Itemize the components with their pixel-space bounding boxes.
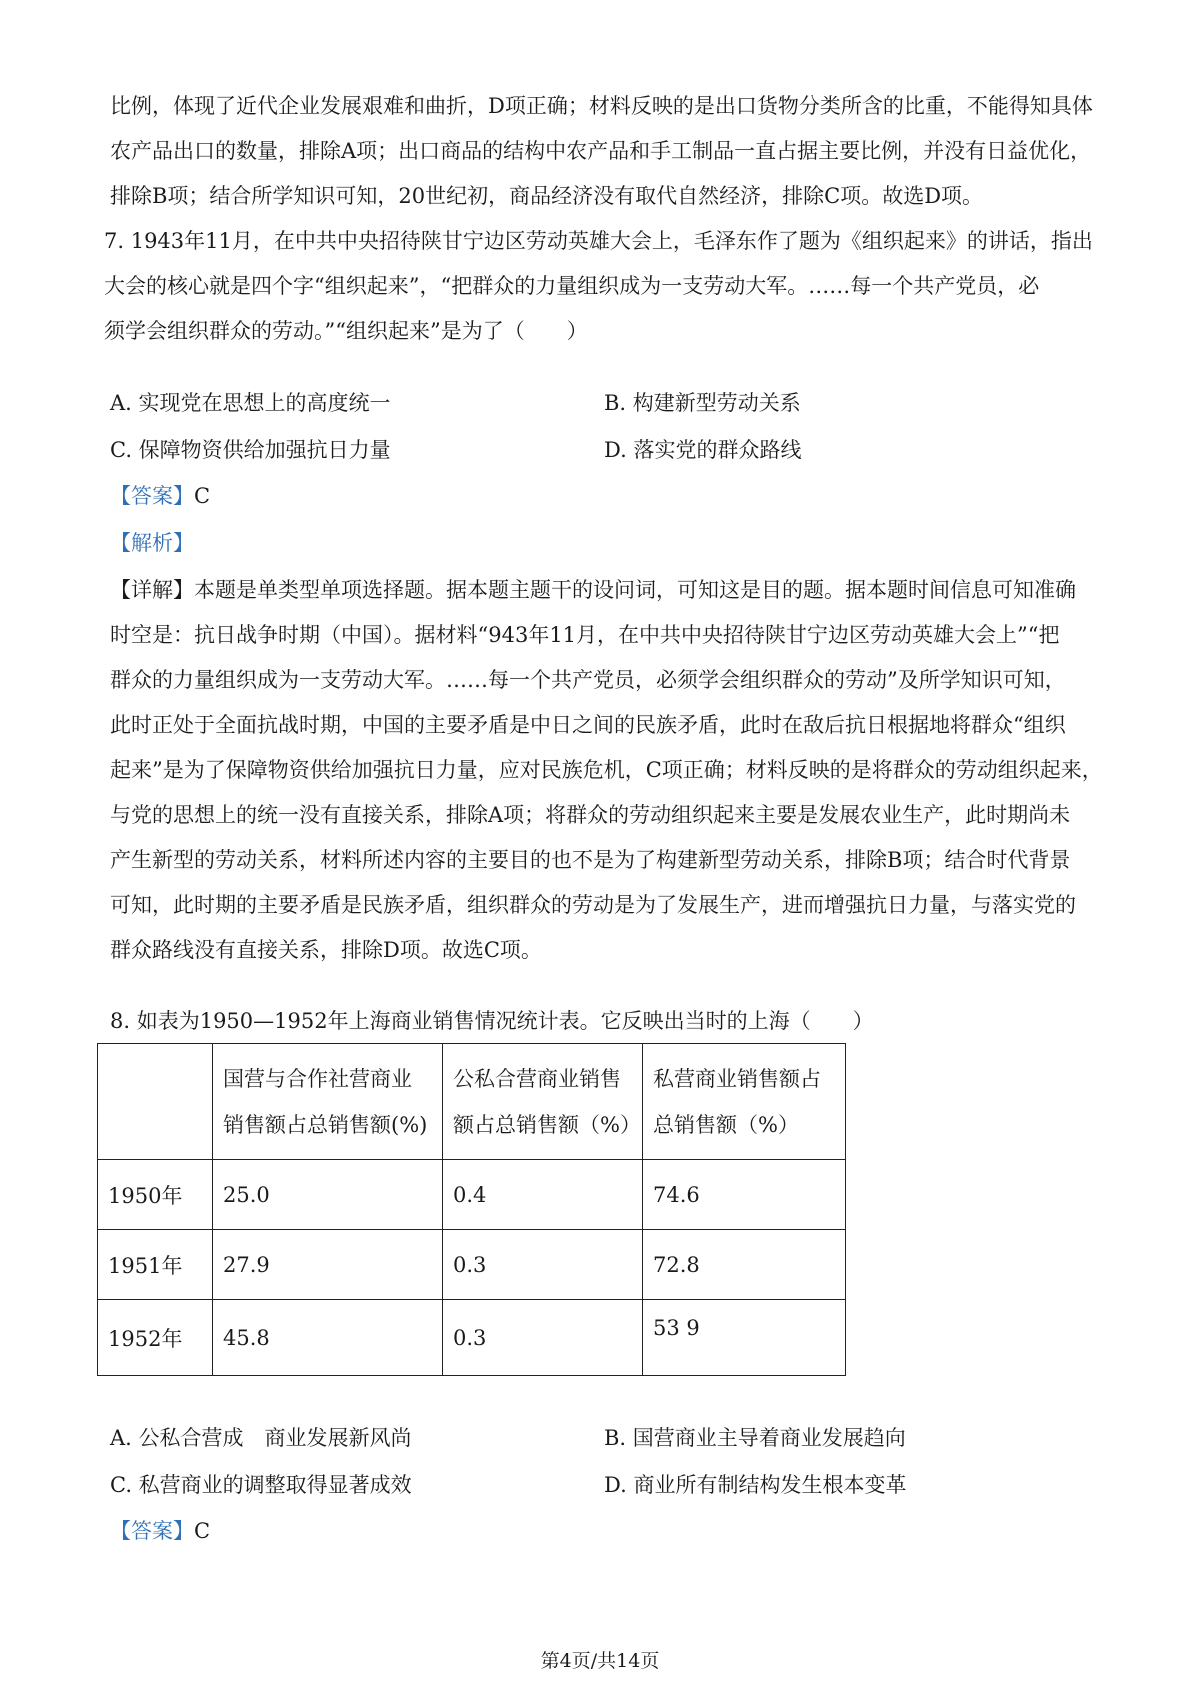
text-line: 排除B项；结合所学知识可知，20世纪初，商品经济没有取代自然经济，排除C项。故选D项。: [110, 184, 984, 208]
detail-line: 起来”是为了保障物资供给加强抗日力量，应对民族危机，C项正确；材料反映的是将群众的劳动组织起来，: [110, 758, 1103, 782]
q8-option-c: C. 私营商业的调整取得显著成效: [110, 1473, 412, 1497]
detail-line: 群众的力量组织成为一支劳动大军。……每一个共产党员，必须学会组织群众的劳动”及所学知识可知，: [110, 668, 1066, 692]
page-footer: 第4页/共14页: [540, 1650, 660, 1672]
q8-option-a: A. 公私合营成 商业发展新风尚: [110, 1426, 412, 1450]
table-cell-year: 1951年: [98, 1230, 213, 1300]
table-cell: 45.8: [213, 1300, 443, 1376]
answer-tag: 【答案】: [110, 1519, 194, 1543]
table-row: [98, 1230, 846, 1300]
detail-line: 时空是：抗日战争时期（中国）。据材料“943年11月，在中共中央招待陕甘宁边区劳动英雄大会上”“把: [110, 623, 1060, 647]
text-line: 7. 1943年11月，在中共中央招待陕甘宁边区劳动英雄大会上，毛泽东作了题为《组织起来》的讲话，指出: [104, 229, 1093, 253]
table-cell: 0.4: [443, 1160, 643, 1230]
text-line: 比例，体现了近代企业发展艰难和曲折，D项正确；材料反映的是出口货物分类所含的比重，不能得知具体: [110, 94, 1093, 118]
table-header-row: [98, 1044, 846, 1160]
table-cell-year: 1950年: [98, 1160, 213, 1230]
table-cell: 25.0: [213, 1160, 443, 1230]
question-8-stem: 8. 如表为1950—1952年上海商业销售情况统计表。它反映出当时的上海（ ）: [110, 1009, 874, 1033]
q7-option-b: B. 构建新型劳动关系: [604, 391, 801, 415]
table-cell: 0.3: [443, 1230, 643, 1300]
table-row: [98, 1300, 846, 1376]
q7-option-d: D. 落实党的群众路线: [604, 438, 802, 462]
table-header-cell: 国营与合作社营商业销售额占总销售额(%): [213, 1044, 443, 1160]
q8-answer: [110, 1517, 210, 1545]
q7-analysis-heading: [110, 529, 194, 557]
table-header-cell: 公私合营商业销售额占总销售额（%）: [443, 1044, 643, 1160]
text-line: 大会的核心就是四个字“组织起来”，“把群众的力量组织成为一支劳动大军。……每一个共产党员，必: [104, 274, 1040, 298]
detail-line: 产生新型的劳动关系，材料所述内容的主要目的也不是为了构建新型劳动关系，排除B项；结合时代背景: [110, 848, 1071, 872]
table-row: [98, 1160, 846, 1230]
table-cell: 53 9: [643, 1300, 846, 1376]
q7-option-a: A. 实现党在思想上的高度统一: [110, 391, 391, 415]
table-cell: 0.3: [443, 1300, 643, 1376]
question-7-stem: [104, 219, 1093, 354]
detail-line: 此时正处于全面抗战时期，中国的主要矛盾是中日之间的民族矛盾，此时在敌后抗日根据地将群众“组织: [110, 713, 1066, 737]
table-header-cell: 私营商业销售额占总销售额（%）: [643, 1044, 846, 1160]
text-line: 农产品出口的数量，排除A项；出口商品的结构中农产品和手工制品一直占据主要比例，并没有日益优化，: [110, 139, 1092, 163]
q7-detail-paragraph: [110, 568, 1103, 973]
answer-value: C: [194, 1519, 211, 1543]
detail-line: 群众路线没有直接关系，排除D项。故选C项。: [110, 938, 542, 962]
text-line: [110, 568, 1096, 613]
previous-answer-paragraph: [110, 84, 1096, 219]
table-cell: 74.6: [643, 1160, 846, 1230]
text-line: 须学会组织群众的劳动。”“组织起来”是为了（ ）: [104, 319, 588, 343]
q7-option-c: C. 保障物资供给加强抗日力量: [110, 438, 391, 462]
detail-line: 与党的思想上的统一没有直接关系，排除A项；将群众的劳动组织起来主要是发展农业生产，此时期尚未: [110, 803, 1071, 827]
q7-answer: [110, 482, 210, 510]
q8-option-d: D. 商业所有制结构发生根本变革: [604, 1473, 907, 1497]
analysis-tag: 【解析】: [110, 531, 194, 555]
q8-option-b: B. 国营商业主导着商业发展趋向: [604, 1426, 906, 1450]
table-header-cell: [98, 1044, 213, 1160]
sales-statistics-table: [97, 1043, 846, 1376]
detail-line: 本题是单类型单项选择题。据本题主题干的设问词，可知这是目的题。据本题时间信息可知准确: [194, 578, 1076, 602]
table-cell-year: 1952年: [98, 1300, 213, 1376]
answer-tag: 【答案】: [110, 484, 194, 508]
detail-tag: 【详解】: [110, 578, 194, 602]
table-cell: 27.9: [213, 1230, 443, 1300]
answer-value: C: [194, 484, 211, 508]
table-cell: 72.8: [643, 1230, 846, 1300]
detail-line: 可知，此时期的主要矛盾是民族矛盾，组织群众的劳动是为了发展生产，进而增强抗日力量，与落实党的: [110, 893, 1076, 917]
